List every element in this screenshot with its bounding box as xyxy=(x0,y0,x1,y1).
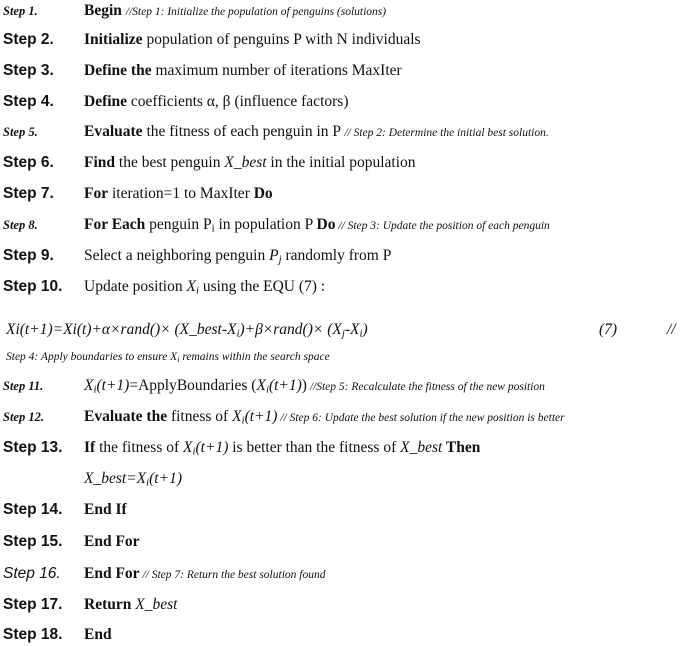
keyword: Find xyxy=(84,154,116,171)
keyword: End For xyxy=(84,565,140,582)
keyword: End xyxy=(84,626,112,643)
step-label: Step 2. xyxy=(3,31,54,48)
step-text: coefficients α, β (influence factors) xyxy=(127,93,349,110)
step-text: the fitness of each penguin in P xyxy=(142,123,345,140)
step-label: Step 10. xyxy=(3,278,63,295)
subscript: i xyxy=(195,284,199,297)
step-text: is better than the fitness of xyxy=(228,439,401,456)
variable: X xyxy=(84,377,94,394)
subscript: i xyxy=(211,222,215,235)
comment: Step 4: Apply boundaries to ensure $X_i$ remains within the search space xyxy=(6,351,330,364)
variable: P xyxy=(269,247,279,264)
step-text: maximum number of iterations MaxIter xyxy=(151,62,402,79)
step-label: Step 9. xyxy=(3,247,54,264)
step-text: penguin P xyxy=(145,216,212,233)
step-label: Step 13. xyxy=(3,439,63,456)
step-text: iteration=1 to MaxIter xyxy=(108,185,254,202)
step-text: randomly from P xyxy=(281,247,392,264)
step-label: Step 6. xyxy=(3,154,54,171)
keyword: If xyxy=(84,439,96,456)
subscript: j xyxy=(278,253,282,266)
keyword: Evaluate xyxy=(84,123,143,140)
keyword: End If xyxy=(84,501,127,518)
comment: // Step 7: Return the best solution found xyxy=(139,569,326,581)
comment: //Step 5: Recalculate the fitness of the new position xyxy=(306,381,545,393)
keyword: Evaluate the xyxy=(84,408,168,425)
step-text: fitness of xyxy=(167,408,233,425)
variable: X xyxy=(186,278,196,295)
step-label: Step 16. xyxy=(3,565,61,582)
variable: X_best xyxy=(400,439,443,456)
step-text: =ApplyBoundaries ( xyxy=(129,377,257,394)
equation-number: (7) xyxy=(599,321,618,338)
keyword: Initialize xyxy=(84,31,143,48)
keyword: Do xyxy=(316,216,336,233)
step-label: Step 14. xyxy=(3,501,63,518)
step-label: Step 12. xyxy=(3,410,44,424)
step-label: Step 8. xyxy=(3,218,38,232)
variable: X_best xyxy=(224,154,267,171)
step-label: Step 15. xyxy=(3,533,63,550)
step-text: in the initial population xyxy=(266,154,416,171)
step-text: in population P xyxy=(214,216,317,233)
step-label: Step 17. xyxy=(3,596,63,613)
comment: // Step 3: Update the position of each penguin xyxy=(335,220,550,232)
keyword: Do xyxy=(253,185,273,202)
keyword: For xyxy=(84,185,109,202)
variable: X_best=X xyxy=(84,470,147,487)
variable: X xyxy=(183,439,193,456)
keyword: Define the xyxy=(84,62,152,79)
keyword: Define xyxy=(84,93,128,110)
step-text: using the EQU (7) : xyxy=(198,278,326,295)
step-label: Step 4. xyxy=(3,93,54,110)
comment-slash: // xyxy=(667,321,676,338)
comment: // Step 6: Update the best solution if the new position is better xyxy=(277,412,565,424)
keyword: End For xyxy=(84,533,140,550)
step-text: the fitness of xyxy=(95,439,184,456)
step-label: Step 1. xyxy=(3,4,38,18)
comment: //Step 1: Initialize the population of penguins (solutions) xyxy=(125,6,387,18)
variable: X xyxy=(232,408,242,425)
equation-text: Xi(t+1)=Xi(t)+α×rand()× $(X\_best-X_i)+\beta\times rand()\times (X_j-X_i)$ xyxy=(6,321,368,340)
step-text: Select a neighboring penguin xyxy=(84,247,270,264)
step-text: population of penguins P with N individuals xyxy=(142,31,421,48)
step-text: the best penguin xyxy=(115,154,225,171)
step-label: Step 11. xyxy=(3,379,44,393)
keyword: Return xyxy=(84,596,132,613)
step-label: Step 7. xyxy=(3,185,54,202)
keyword: Then xyxy=(442,439,481,456)
step-label: Step 5. xyxy=(3,125,38,139)
comment: // Step 2: Determine the initial best solution. xyxy=(344,127,549,139)
variable: X_best xyxy=(131,596,178,613)
step-label: Step 18. xyxy=(3,626,63,643)
keyword: For Each xyxy=(84,216,146,233)
step-text: Update position xyxy=(84,278,187,295)
step-label: Step 3. xyxy=(3,62,54,79)
keyword: Begin xyxy=(84,2,122,19)
